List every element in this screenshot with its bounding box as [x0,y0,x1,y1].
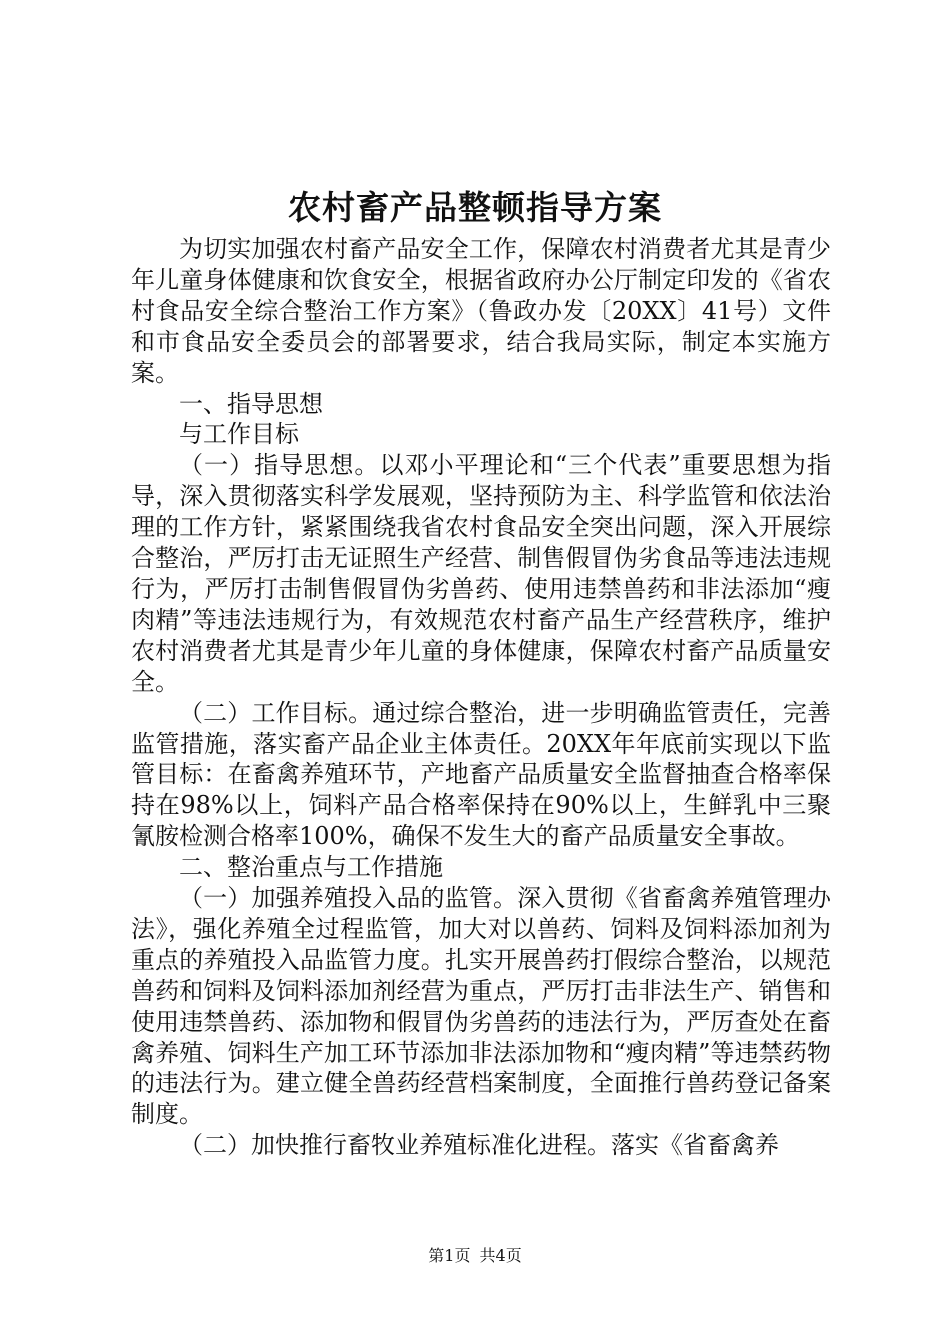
section-heading-1-continued: 与工作目标 [179,420,299,449]
paragraph-input-supervision: （一）加强养殖投入品的监管。深入贯彻《省畜禽养殖管理办法》，强化养殖全过程监管，加大对以兽药、饲料及饲料添加剂为重点的养殖投入品监管力度。扎实开展兽药打假综合整治，以规范兽药和饲料及饲料添加剂经营为重点，严厉打击非法生产、销售和使用违禁兽药、添加物和假冒伪劣兽药的违法行为，严厉查处在畜禽养殖、饲料生产加工环节添加非法添加物和“瘦肉精”等违禁药物的违法行为。建立健全兽药经营档案制度，全面推行兽药登记备案制度。 [131,884,831,1129]
paragraph-guiding-thought: （一）指导思想。以邓小平理论和“三个代表”重要思想为指导，深入贯彻落实科学发展观，坚持预防为主、科学监管和依法治理的工作方针，紧紧围绕我省农村食品安全突出问题，深入开展综合整治，严厉打击无证照生产经营、制售假冒伪劣食品等违法违规行为，严厉打击制售假冒伪劣兽药、使用违禁兽药和非法添加“瘦肉精”等违法违规行为，有效规范农村畜产品生产经营秩序，维护农村消费者尤其是青少年儿童的身体健康，保障农村畜产品质量安全。 [131,451,831,696]
page-number: 第1页 [428,1246,471,1265]
paragraph-intro: 为切实加强农村畜产品安全工作，保障农村消费者尤其是青少年儿童身体健康和饮食安全，根据省政府办公厅制定印发的《省农村食品安全综合整治工作方案》（鲁政办发〔20XX〕41号）文件和市食品安全委员会的部署要求，结合我局实际，制定本实施方案。 [131,235,831,387]
document-title: 农村畜产品整顿指导方案 [288,188,662,227]
section-heading-1: 一、指导思想 [179,389,323,418]
paragraph-standardization: （二）加快推行畜牧业养殖标准化进程。落实《省畜禽养 [179,1131,779,1160]
page-total: 共4页 [479,1246,522,1265]
section-heading-2: 二、整治重点与工作措施 [179,853,443,882]
document-body [131,234,831,1161]
page-footer [0,1244,950,1268]
paragraph-work-goals: （二）工作目标。通过综合整治，进一步明确监管责任，完善监管措施，落实畜产品企业主体责任。20XX年年底前实现以下监管目标：在畜禽养殖环节，产地畜产品质量安全监督抽查合格率保持在98%以上，饲料产品合格率保持在90%以上，生鲜乳中三聚氰胺检测合格率100%，确保不发生大的畜产品质量安全事故。 [131,698,831,851]
